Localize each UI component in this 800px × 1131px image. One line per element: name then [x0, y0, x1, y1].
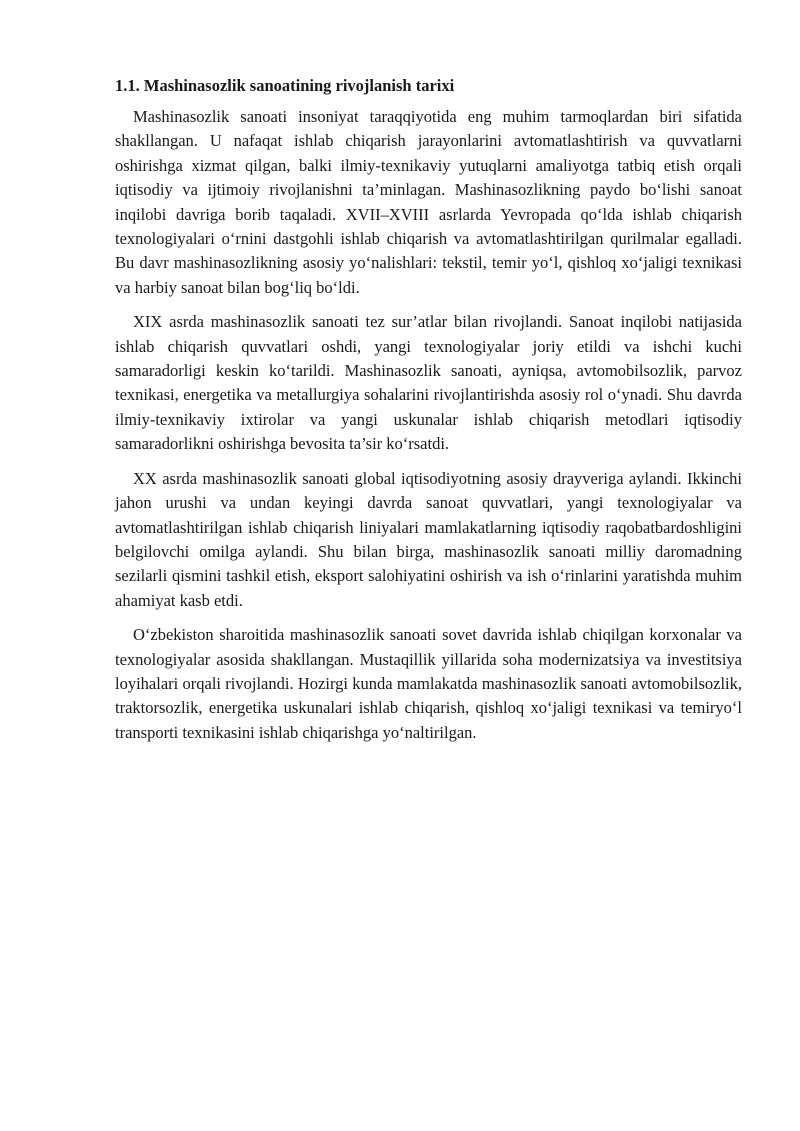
paragraph-3: XX asrda mashinasozlik sanoati global iqtisodiyotning asosiy drayveriga aylandi. Ikkinchi jahon urushi va undan keyingi davrda sanoat quvvatlari, yangi texnologiyalar va avtomatlashtirilgan ishlab chiqarish liniyalari mamlakatlarning iqtisodiy raqobatbardoshligini belgilovchi omilga aylandi. Shu bilan birga, mashinasozlik sanoati milliy daromadning sezilarli qismini tashkil etish, eksport salohiyatini oshirish va ish o‘rinlarini yaratishda muhim ahamiyat kasb etdi.	[115, 468, 742, 610]
section-heading: 1.1. Mashinasozlik sanoatining rivojlanish tarixi	[115, 76, 455, 95]
paragraph-2: XIX asrda mashinasozlik sanoati tez sur’atlar bilan rivojlandi. Sanoat inqilobi natijasida ishlab chiqarish quvvatlari oshdi, yangi texnologiyalar joriy etildi va ishchi kuchi samaradorligi keskin ko‘tarildi. Mashinasozlik sanoati, ayniqsa, avtomobilsozlik, parvoz texnikasi, energetika va metallurgiya sohalarini rivojlantirishda asosiy rol o‘ynadi. Shu davrda ilmiy-texnikaviy ixtirolar va yangi uskunalar ishlab chiqarish metodlari iqtisodiy samaradorlikni oshirishga bevosita ta’sir ko‘rsatdi.	[115, 312, 742, 454]
paragraph-1: Mashinasozlik sanoati insoniyat taraqqiyotida eng muhim tarmoqlardan biri sifatida shakllangan. U nafaqat ishlab chiqarish jarayonlarini avtomatlashtirish va quvvatlarni oshirishga xizmat qilgan, balki ilmiy-texnikaviy yutuqlarni amaliyotga tatbiq etish orqali iqtisodiy va ijtimoiy rivojlanishni ta’minlagan. Mashinasozlikning paydo bo‘lishi sanoat inqilobi davriga borib taqaladi. XVII–XVIII asrlarda Yevropada qo‘lda ishlab chiqarish texnologiyalari o‘rnini dastgohli ishlab chiqarish va avtomatlashtirilgan qurilmalar egalladi. Bu davr mashinasozlikning asosiy yo‘nalishlari: tekstil, temir yo‘l, qishloq xo‘jaligi texnikasi va harbiy sanoat bilan bog‘liq bo‘ldi.	[115, 107, 742, 297]
paragraph-4: O‘zbekiston sharoitida mashinasozlik sanoati sovet davrida ishlab chiqilgan korxonalar va texnologiyalar asosida shakllangan. Mustaqillik yillarida soha modernizatsiya va investitsiya loyihalari orqali rivojlandi. Hozirgi kunda mamlakatda mashinasozlik sanoati avtomobilsozlik, traktorsozlik, energetika uskunalari ishlab chiqarish, qishloq xo‘jaligi texnikasi va temiryo‘l transporti texnikasini ishlab chiqarishga yo‘naltirilgan.	[115, 625, 742, 742]
document-body	[115, 76, 742, 755]
